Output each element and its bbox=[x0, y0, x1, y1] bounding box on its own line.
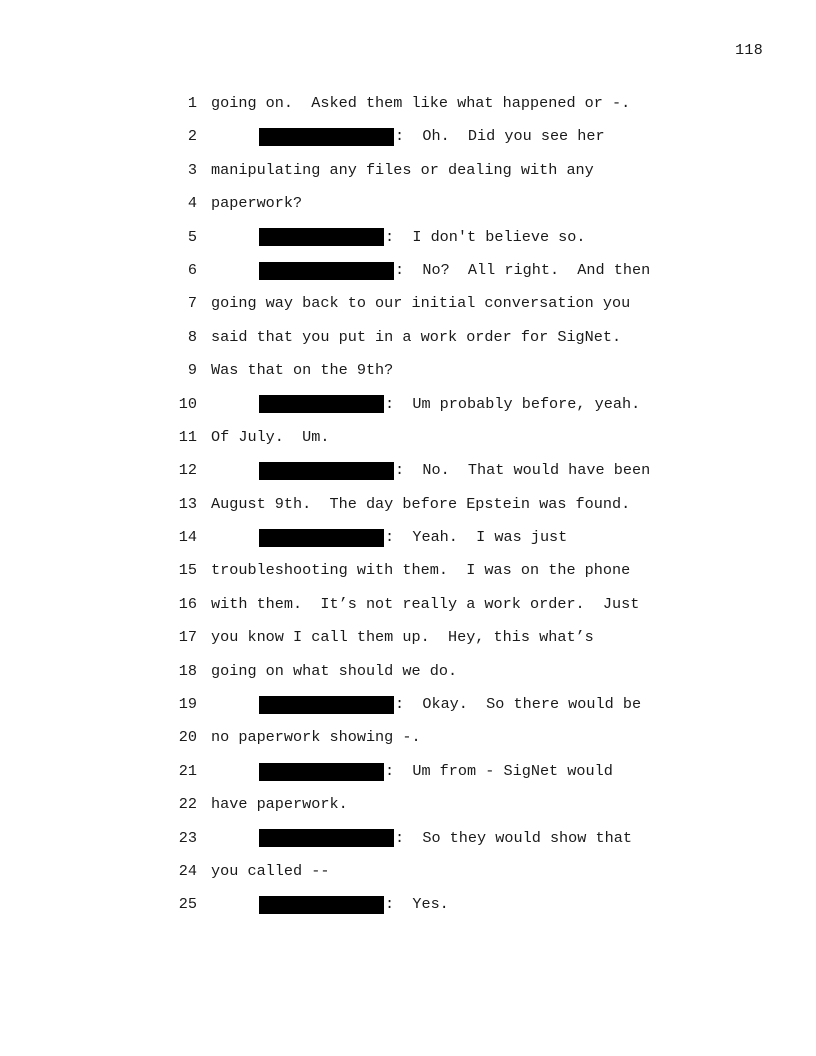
transcript-line bbox=[0, 822, 816, 855]
transcript-line bbox=[0, 287, 816, 320]
line-number: 5 bbox=[187, 227, 197, 246]
line-number: 22 bbox=[178, 795, 197, 814]
redacted-speaker-name bbox=[259, 128, 394, 146]
line-text: with them. It’s not really a work order. Just bbox=[211, 594, 640, 613]
redacted-speaker-name bbox=[259, 829, 394, 847]
transcript-line bbox=[0, 120, 816, 153]
line-text: you know I call them up. Hey, this what’s bbox=[211, 628, 594, 647]
speaker-turn bbox=[259, 254, 650, 287]
transcript-line bbox=[0, 788, 816, 821]
redacted-speaker-name bbox=[259, 763, 384, 781]
line-text: paperwork? bbox=[211, 194, 303, 213]
line-number: 21 bbox=[178, 761, 197, 780]
redacted-speaker-name bbox=[259, 462, 394, 480]
line-number: 6 bbox=[187, 260, 197, 279]
line-text: have paperwork. bbox=[211, 795, 348, 814]
line-number: 12 bbox=[178, 461, 197, 480]
transcript-line bbox=[0, 755, 816, 788]
page-number: 118 bbox=[735, 42, 763, 59]
line-number: 1 bbox=[187, 94, 197, 112]
transcript-line bbox=[0, 421, 816, 454]
speaker-speech: : No? All right. And then bbox=[395, 260, 651, 279]
speaker-turn bbox=[259, 221, 586, 254]
speaker-turn bbox=[259, 120, 605, 153]
speaker-speech: : Um probably before, yeah. bbox=[385, 394, 641, 413]
line-number: 7 bbox=[187, 294, 197, 313]
line-number: 3 bbox=[187, 160, 197, 179]
line-number: 11 bbox=[178, 427, 197, 446]
transcript-line bbox=[0, 154, 816, 187]
line-number: 17 bbox=[178, 628, 197, 647]
transcript-line bbox=[0, 254, 816, 287]
line-number: 25 bbox=[178, 895, 197, 914]
speaker-speech: : Yeah. I was just bbox=[385, 528, 568, 547]
transcript-line bbox=[0, 655, 816, 688]
redacted-speaker-name bbox=[259, 228, 384, 246]
line-text: troubleshooting with them. I was on the phone bbox=[211, 561, 631, 580]
line-number: 9 bbox=[187, 361, 197, 380]
line-text: said that you put in a work order for SigNet. bbox=[211, 327, 622, 346]
line-number: 2 bbox=[187, 127, 197, 146]
transcript-line bbox=[0, 888, 816, 921]
speaker-turn bbox=[259, 822, 632, 855]
line-text: manipulating any files or dealing with any bbox=[211, 160, 594, 179]
line-text: going way back to our initial conversation you bbox=[211, 294, 631, 313]
transcript-line bbox=[0, 621, 816, 654]
transcript-line bbox=[0, 521, 816, 554]
transcript-line bbox=[0, 488, 816, 521]
speaker-turn bbox=[259, 454, 650, 487]
line-number: 23 bbox=[178, 828, 197, 847]
speaker-speech: : So they would show that bbox=[395, 828, 632, 847]
transcript-line bbox=[0, 688, 816, 721]
redacted-speaker-name bbox=[259, 395, 384, 413]
speaker-speech: : No. That would have been bbox=[395, 461, 651, 480]
line-number: 14 bbox=[178, 528, 197, 547]
transcript-line bbox=[0, 388, 816, 421]
redacted-speaker-name bbox=[259, 262, 394, 280]
line-number: 15 bbox=[178, 561, 197, 580]
line-text: going on what should we do. bbox=[211, 661, 458, 680]
line-number: 10 bbox=[178, 394, 197, 413]
line-text: you called -- bbox=[211, 861, 330, 880]
speaker-turn bbox=[259, 388, 640, 421]
line-text: August 9th. The day before Epstein was found. bbox=[211, 494, 631, 513]
speaker-turn bbox=[259, 755, 613, 788]
line-number: 24 bbox=[178, 861, 197, 880]
speaker-speech: : I don't believe so. bbox=[385, 227, 586, 246]
speaker-turn bbox=[259, 521, 567, 554]
line-text: going on. Asked them like what happened or -. bbox=[211, 94, 631, 112]
transcript-line bbox=[0, 321, 816, 354]
line-number: 19 bbox=[178, 695, 197, 714]
transcript-line bbox=[0, 588, 816, 621]
transcript-line bbox=[0, 721, 816, 754]
transcript-line bbox=[0, 221, 816, 254]
speaker-speech: : Yes. bbox=[385, 895, 449, 914]
speaker-speech: : Okay. So there would be bbox=[395, 695, 642, 714]
speaker-speech: : Oh. Did you see her bbox=[395, 127, 605, 146]
line-text: no paperwork showing -. bbox=[211, 728, 421, 747]
redacted-speaker-name bbox=[259, 896, 384, 914]
line-number: 13 bbox=[178, 494, 197, 513]
transcript-line bbox=[0, 855, 816, 888]
transcript-line bbox=[0, 354, 816, 387]
transcript-line bbox=[0, 87, 816, 120]
transcript-line bbox=[0, 187, 816, 220]
redacted-speaker-name bbox=[259, 529, 384, 547]
line-text: Was that on the 9th? bbox=[211, 361, 394, 380]
redacted-speaker-name bbox=[259, 696, 394, 714]
line-number: 16 bbox=[178, 594, 197, 613]
transcript-line bbox=[0, 554, 816, 587]
transcript-body bbox=[0, 87, 816, 922]
line-number: 8 bbox=[187, 327, 197, 346]
line-number: 20 bbox=[178, 728, 197, 747]
line-number: 4 bbox=[187, 194, 197, 213]
line-number: 18 bbox=[178, 661, 197, 680]
line-text: Of July. Um. bbox=[211, 427, 330, 446]
speaker-speech: : Um from - SigNet would bbox=[385, 761, 613, 780]
transcript-line bbox=[0, 454, 816, 487]
speaker-turn bbox=[259, 688, 641, 721]
speaker-turn bbox=[259, 888, 449, 921]
